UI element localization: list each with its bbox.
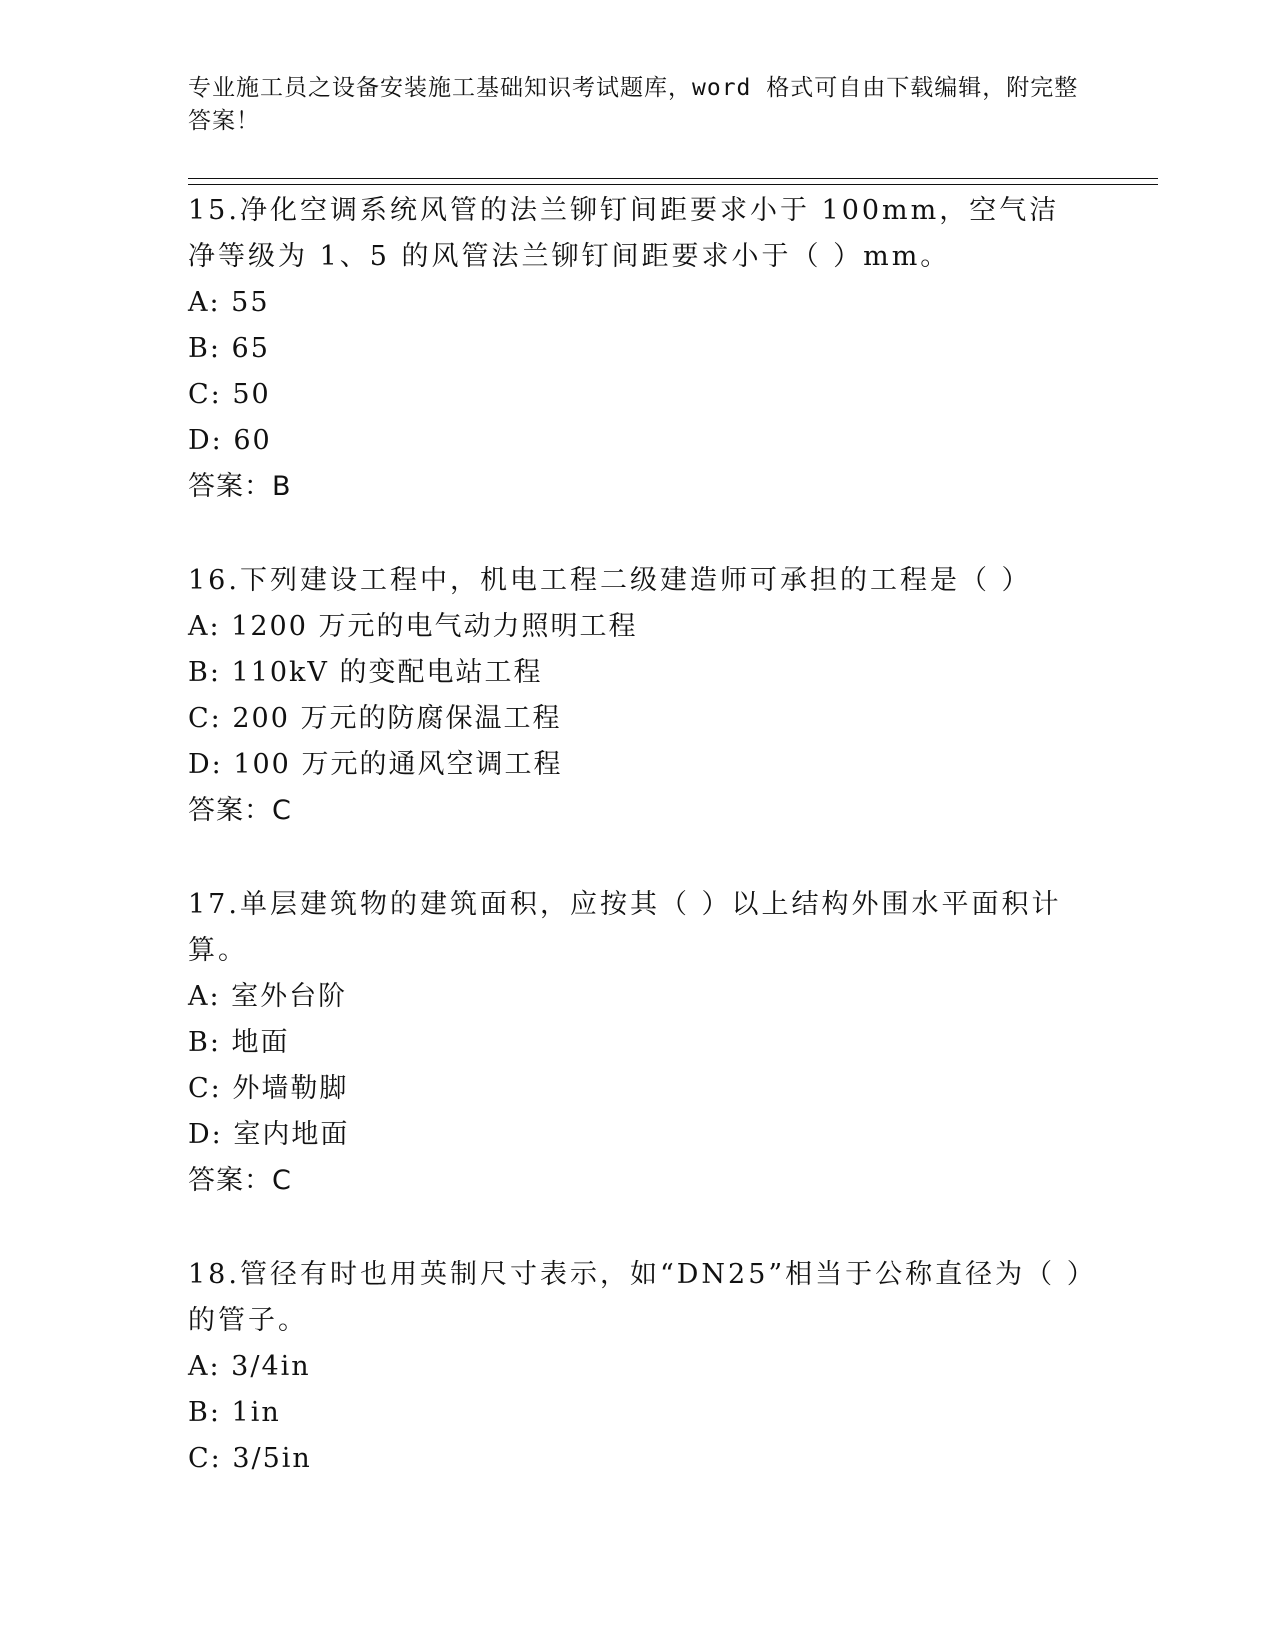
option-c: C: 3/5in [188, 1443, 312, 1474]
question-stem: 15.净化空调系统风管的法兰铆钉间距要求小于 100mm，空气洁净等级为 1、5 的风管法兰铆钉间距要求小于（ ）mm。 [188, 195, 1060, 272]
question-15 [188, 188, 1088, 510]
answer-line: 答案：C [188, 795, 292, 826]
option-c: C: 50 [188, 379, 271, 410]
question-stem: 18.管径有时也用英制尺寸表示，如“DN25”相当于公称直径为（ ）的管子。 [188, 1259, 1084, 1336]
option-b: B: 110kV 的变配电站工程 [188, 657, 543, 688]
header-divider-bottom [188, 184, 1158, 185]
answer-line: 答案：B [188, 471, 292, 502]
question-stem: 16.下列建设工程中，机电工程二级建造师可承担的工程是（ ） [188, 565, 1032, 596]
option-a: A: 3/4in [188, 1351, 311, 1382]
option-d: D: 100 万元的通风空调工程 [188, 749, 563, 780]
question-list [188, 188, 1088, 1530]
option-a: A: 室外台阶 [188, 981, 348, 1012]
answer-line: 答案：C [188, 1165, 292, 1196]
option-b: B: 地面 [188, 1027, 290, 1058]
question-16 [188, 558, 1088, 834]
header-divider-top [188, 178, 1158, 179]
option-c: C: 外墙勒脚 [188, 1073, 349, 1104]
question-18 [188, 1252, 1088, 1482]
option-d: D: 60 [188, 425, 272, 456]
question-17 [188, 882, 1088, 1204]
option-b: B: 65 [188, 333, 270, 364]
document-header: 专业施工员之设备安装施工基础知识考试题库，word 格式可自由下载编辑，附完整答案！ [188, 75, 1079, 134]
option-a: A: 1200 万元的电气动力照明工程 [188, 611, 638, 642]
option-c: C: 200 万元的防腐保温工程 [188, 703, 562, 734]
question-stem: 17.单层建筑物的建筑面积，应按其（ ）以上结构外围水平面积计算。 [188, 889, 1062, 966]
option-a: A: 55 [188, 287, 270, 318]
option-d: D: 室内地面 [188, 1119, 350, 1150]
option-b: B: 1in [188, 1397, 281, 1428]
